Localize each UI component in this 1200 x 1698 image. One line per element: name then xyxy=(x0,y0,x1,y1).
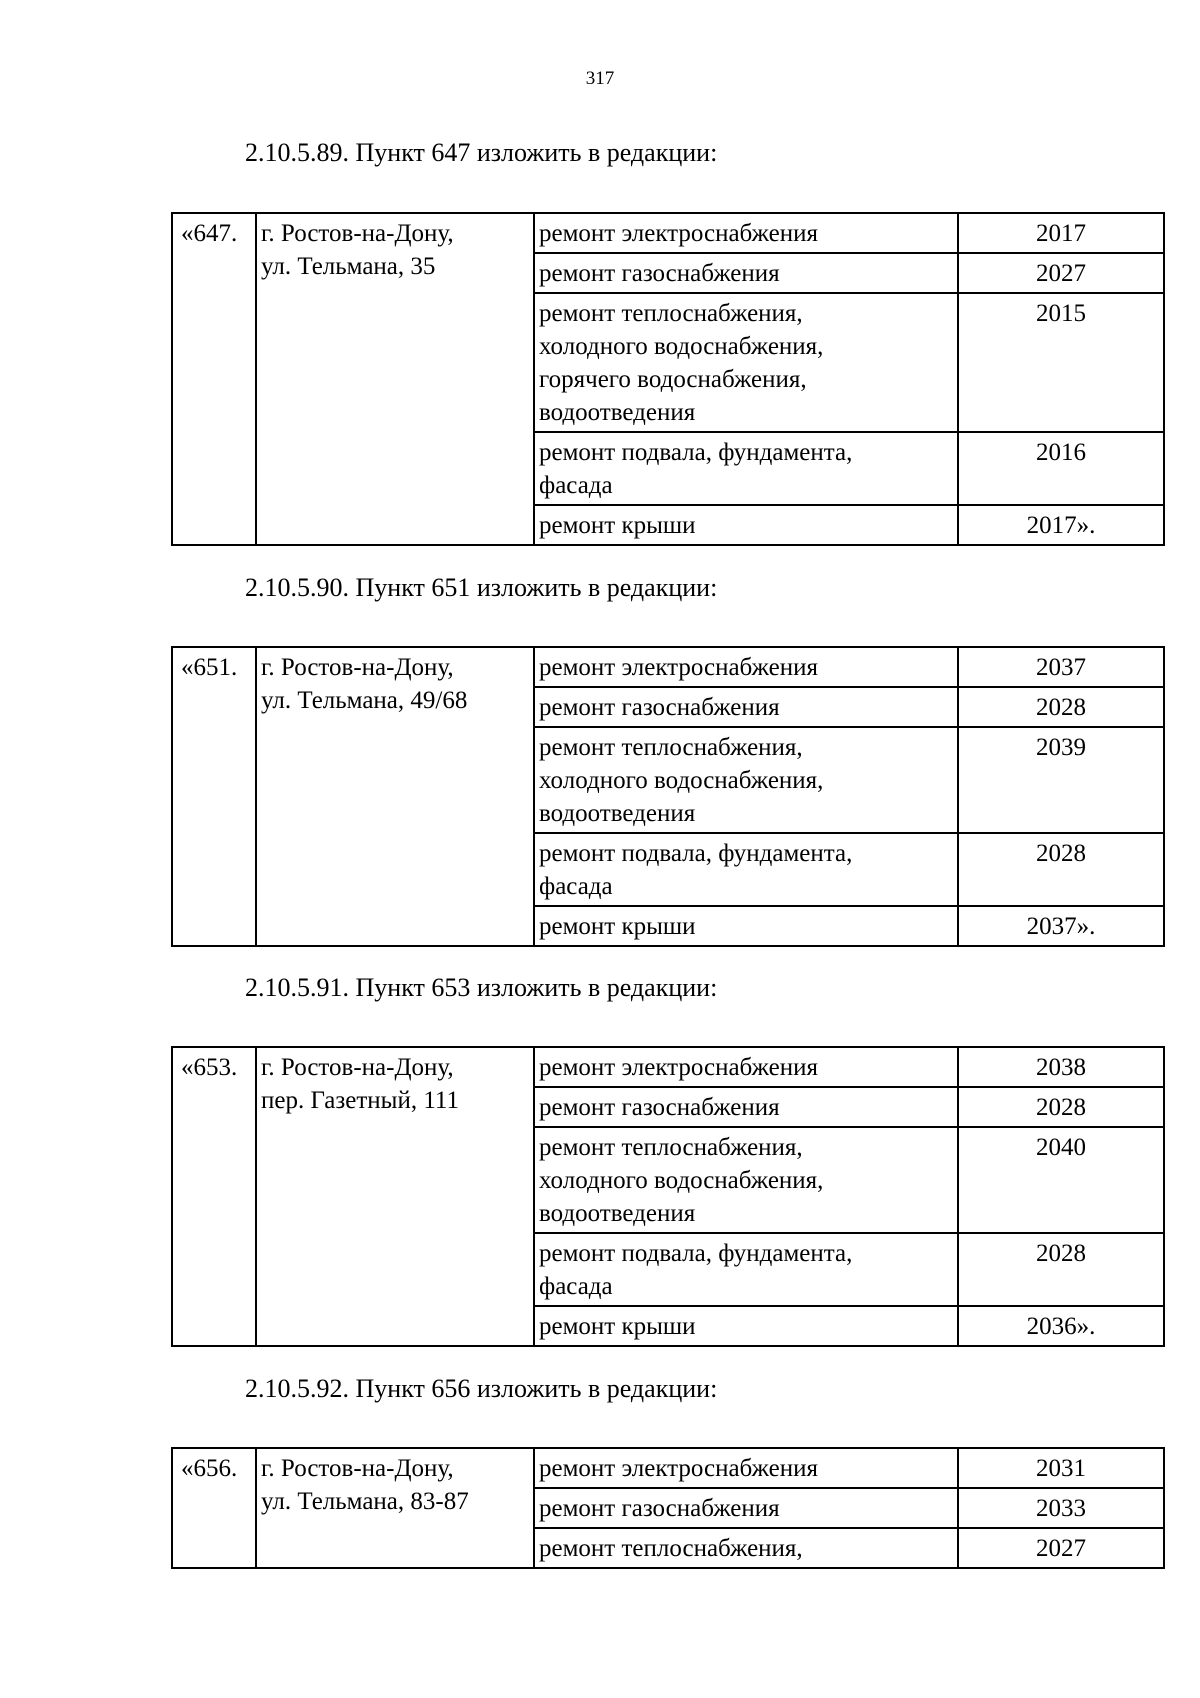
cell-line: ремонт теплоснабжения, xyxy=(539,734,803,761)
cell-line: ремонт газоснабжения xyxy=(539,694,780,721)
work-type xyxy=(534,1528,958,1568)
item-number: «647. xyxy=(172,213,256,545)
cell-line: г. Ростов-на-Дону, xyxy=(261,1455,454,1482)
cell-line: холодного водоснабжения, xyxy=(539,767,824,794)
table-row xyxy=(172,213,1164,253)
cell-line: ул. Тельмана, 35 xyxy=(261,253,436,280)
cell-line: водоотведения xyxy=(539,1200,696,1227)
work-type xyxy=(534,1448,958,1488)
work-year: 2017». xyxy=(958,505,1164,545)
work-type xyxy=(534,727,958,833)
cell-line: ремонт подвала, фундамента, xyxy=(539,840,853,867)
cell-line: ремонт крыши xyxy=(539,1313,696,1340)
work-year: 2037 xyxy=(958,647,1164,687)
cell-line: холодного водоснабжения, xyxy=(539,333,824,360)
cell-line: г. Ростов-на-Дону, xyxy=(261,220,454,247)
work-type xyxy=(534,1233,958,1306)
table-row xyxy=(172,1448,1164,1488)
work-year: 2015 xyxy=(958,293,1164,432)
item-address xyxy=(256,213,534,545)
work-type xyxy=(534,1306,958,1346)
cell-line: ремонт подвала, фундамента, xyxy=(539,439,853,466)
work-type xyxy=(534,1127,958,1233)
cell-line: ремонт крыши xyxy=(539,512,696,539)
cell-line: ремонт электроснабжения xyxy=(539,1455,818,1482)
cell-line: водоотведения xyxy=(539,800,696,827)
cell-line: г. Ростов-на-Дону, xyxy=(261,654,454,681)
cell-line: ремонт электроснабжения xyxy=(539,1054,818,1081)
work-type xyxy=(534,687,958,727)
work-type xyxy=(534,1087,958,1127)
work-year: 2039 xyxy=(958,727,1164,833)
cell-line: фасада xyxy=(539,1273,613,1300)
cell-line: ремонт газоснабжения xyxy=(539,260,780,287)
work-year: 2028 xyxy=(958,687,1164,727)
cell-line: ремонт газоснабжения xyxy=(539,1094,780,1121)
cell-line: ремонт теплоснабжения, xyxy=(539,1535,803,1562)
page-number: 317 xyxy=(585,68,615,89)
item-address xyxy=(256,1448,534,1568)
cell-line: ремонт теплоснабжения, xyxy=(539,300,803,327)
work-year: 2038 xyxy=(958,1047,1164,1087)
item-number: «651. xyxy=(172,647,256,946)
work-year: 2028 xyxy=(958,1233,1164,1306)
section-heading: 2.10.5.91. Пункт 653 изложить в редакции: xyxy=(245,973,718,1002)
item-number: «656. xyxy=(172,1448,256,1568)
item-number: «653. xyxy=(172,1047,256,1346)
cell-line: ремонт подвала, фундамента, xyxy=(539,1240,853,1267)
item-address xyxy=(256,647,534,946)
item-table xyxy=(171,1447,1165,1569)
work-type xyxy=(534,1488,958,1528)
work-year: 2031 xyxy=(958,1448,1164,1488)
cell-line: г. Ростов-на-Дону, xyxy=(261,1054,454,1081)
cell-line: фасада xyxy=(539,873,613,900)
work-type xyxy=(534,293,958,432)
cell-line: фасада xyxy=(539,472,613,499)
work-type xyxy=(534,906,958,946)
work-year: 2017 xyxy=(958,213,1164,253)
work-type xyxy=(534,833,958,906)
section-heading: 2.10.5.92. Пункт 656 изложить в редакции: xyxy=(245,1374,718,1403)
cell-line: ремонт крыши xyxy=(539,913,696,940)
work-type xyxy=(534,505,958,545)
cell-line: ремонт теплоснабжения, xyxy=(539,1134,803,1161)
cell-line: водоотведения xyxy=(539,399,696,426)
cell-line: ремонт газоснабжения xyxy=(539,1495,780,1522)
cell-line: ул. Тельмана, 49/68 xyxy=(261,687,468,714)
work-year: 2027 xyxy=(958,1528,1164,1568)
work-year: 2037». xyxy=(958,906,1164,946)
item-address xyxy=(256,1047,534,1346)
work-year: 2040 xyxy=(958,1127,1164,1233)
work-year: 2033 xyxy=(958,1488,1164,1528)
work-year: 2028 xyxy=(958,1087,1164,1127)
section-heading: 2.10.5.89. Пункт 647 изложить в редакции: xyxy=(245,138,718,167)
cell-line: ремонт электроснабжения xyxy=(539,220,818,247)
item-table xyxy=(171,1046,1165,1347)
cell-line: холодного водоснабжения, xyxy=(539,1167,824,1194)
work-type xyxy=(534,253,958,293)
cell-line: ул. Тельмана, 83-87 xyxy=(261,1488,469,1515)
cell-line: ремонт электроснабжения xyxy=(539,654,818,681)
cell-line: пер. Газетный, 111 xyxy=(261,1087,459,1114)
work-type xyxy=(534,647,958,687)
cell-line: горячего водоснабжения, xyxy=(539,366,807,393)
work-type xyxy=(534,213,958,253)
work-type xyxy=(534,432,958,505)
work-year: 2036». xyxy=(958,1306,1164,1346)
section-heading: 2.10.5.90. Пункт 651 изложить в редакции: xyxy=(245,573,718,602)
work-year: 2027 xyxy=(958,253,1164,293)
work-type xyxy=(534,1047,958,1087)
item-table xyxy=(171,646,1165,947)
work-year: 2016 xyxy=(958,432,1164,505)
work-year: 2028 xyxy=(958,833,1164,906)
table-row xyxy=(172,647,1164,687)
item-table xyxy=(171,212,1165,546)
table-row xyxy=(172,1047,1164,1087)
